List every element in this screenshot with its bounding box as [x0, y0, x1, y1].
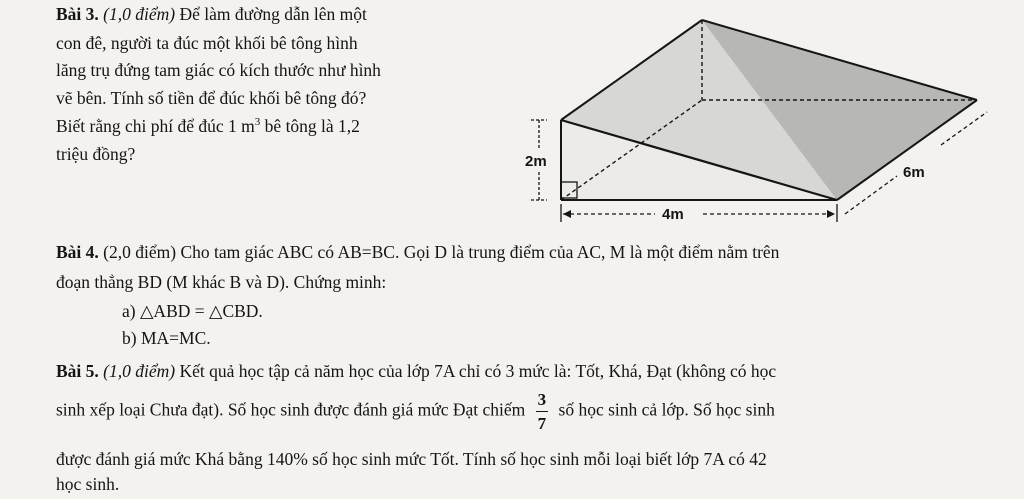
bai3-text-5a: Biết rằng chi phí để đúc [56, 116, 224, 136]
bai4-part-b: b) MA=MC. [122, 328, 211, 348]
length-label: 6m [903, 164, 925, 181]
bai4-line-2: đoạn thẳng BD (M khác B và D). Chứng minh: [56, 272, 387, 292]
bai5-text-2b: số học sinh cả lớp. Số học sinh [558, 399, 775, 420]
bai3-line-4: vẽ bên. Tính số tiền để đúc khối bê tông đó? [56, 88, 367, 108]
bai5-text-2a: sinh xếp loại Chưa đạt). Số học sinh được đánh giá mức Đạt chiếm [56, 399, 526, 420]
width-label: 4m [662, 206, 684, 223]
fraction-denominator: 7 [537, 414, 547, 433]
bai3-unit-base: 1 m [228, 116, 255, 136]
bai3-text-5b: bê tông là 1,2 [264, 116, 360, 136]
bai3-line-2: con đê, người ta đúc một khối bê tông hình [56, 33, 358, 53]
bai3-unit-exp: 3 [254, 116, 261, 129]
bai5-line-3: được đánh giá mức Khá bằng 140% số học sinh mức Tốt. Tính số học sinh mỗi loại biết lớp 7A có 42 [56, 449, 767, 469]
bai3-line-1 [56, 4, 367, 25]
bai4-text-1: Cho tam giác ABC có AB=BC. Gọi D là trung điểm của AC, M là một điểm nằm trên [180, 242, 780, 262]
bai3-line-5 [56, 116, 360, 137]
bai5-points: (1,0 điểm) [103, 361, 176, 381]
fraction [536, 391, 549, 432]
bai5-label: Bài 5. [56, 361, 99, 381]
bai4-part-a: a) △ABD = △CBD. [122, 301, 263, 321]
arrow-head [563, 210, 571, 218]
bai3-points: (1,0 điểm) [103, 4, 176, 24]
bai5-line-1 [56, 361, 776, 382]
bai5-text-1: Kết quả học tập cả năm học của lớp 7A chỉ có 3 mức là: Tốt, Khá, Đạt (không có học [179, 361, 777, 381]
bai5-line-2 [56, 391, 775, 432]
bai3-line-6: triệu đồng? [56, 144, 136, 164]
bai3-text-1: Để làm đường dẫn lên một [179, 4, 367, 24]
bai5-line-4: học sinh. [56, 474, 120, 494]
height-label: 2m [525, 153, 547, 170]
arrow-head [827, 210, 835, 218]
bai3-line-3: lăng trụ đứng tam giác có kích thước như hình [56, 60, 381, 80]
bai4-label: Bài 4. [56, 242, 99, 262]
bai3-label: Bài 3. [56, 4, 99, 24]
bai4-line-1 [56, 242, 779, 263]
bai4-points: (2,0 điểm) [103, 242, 177, 262]
bai3-unit [228, 116, 260, 136]
prism-figure [505, 0, 1024, 240]
fraction-numerator: 3 [536, 391, 549, 412]
